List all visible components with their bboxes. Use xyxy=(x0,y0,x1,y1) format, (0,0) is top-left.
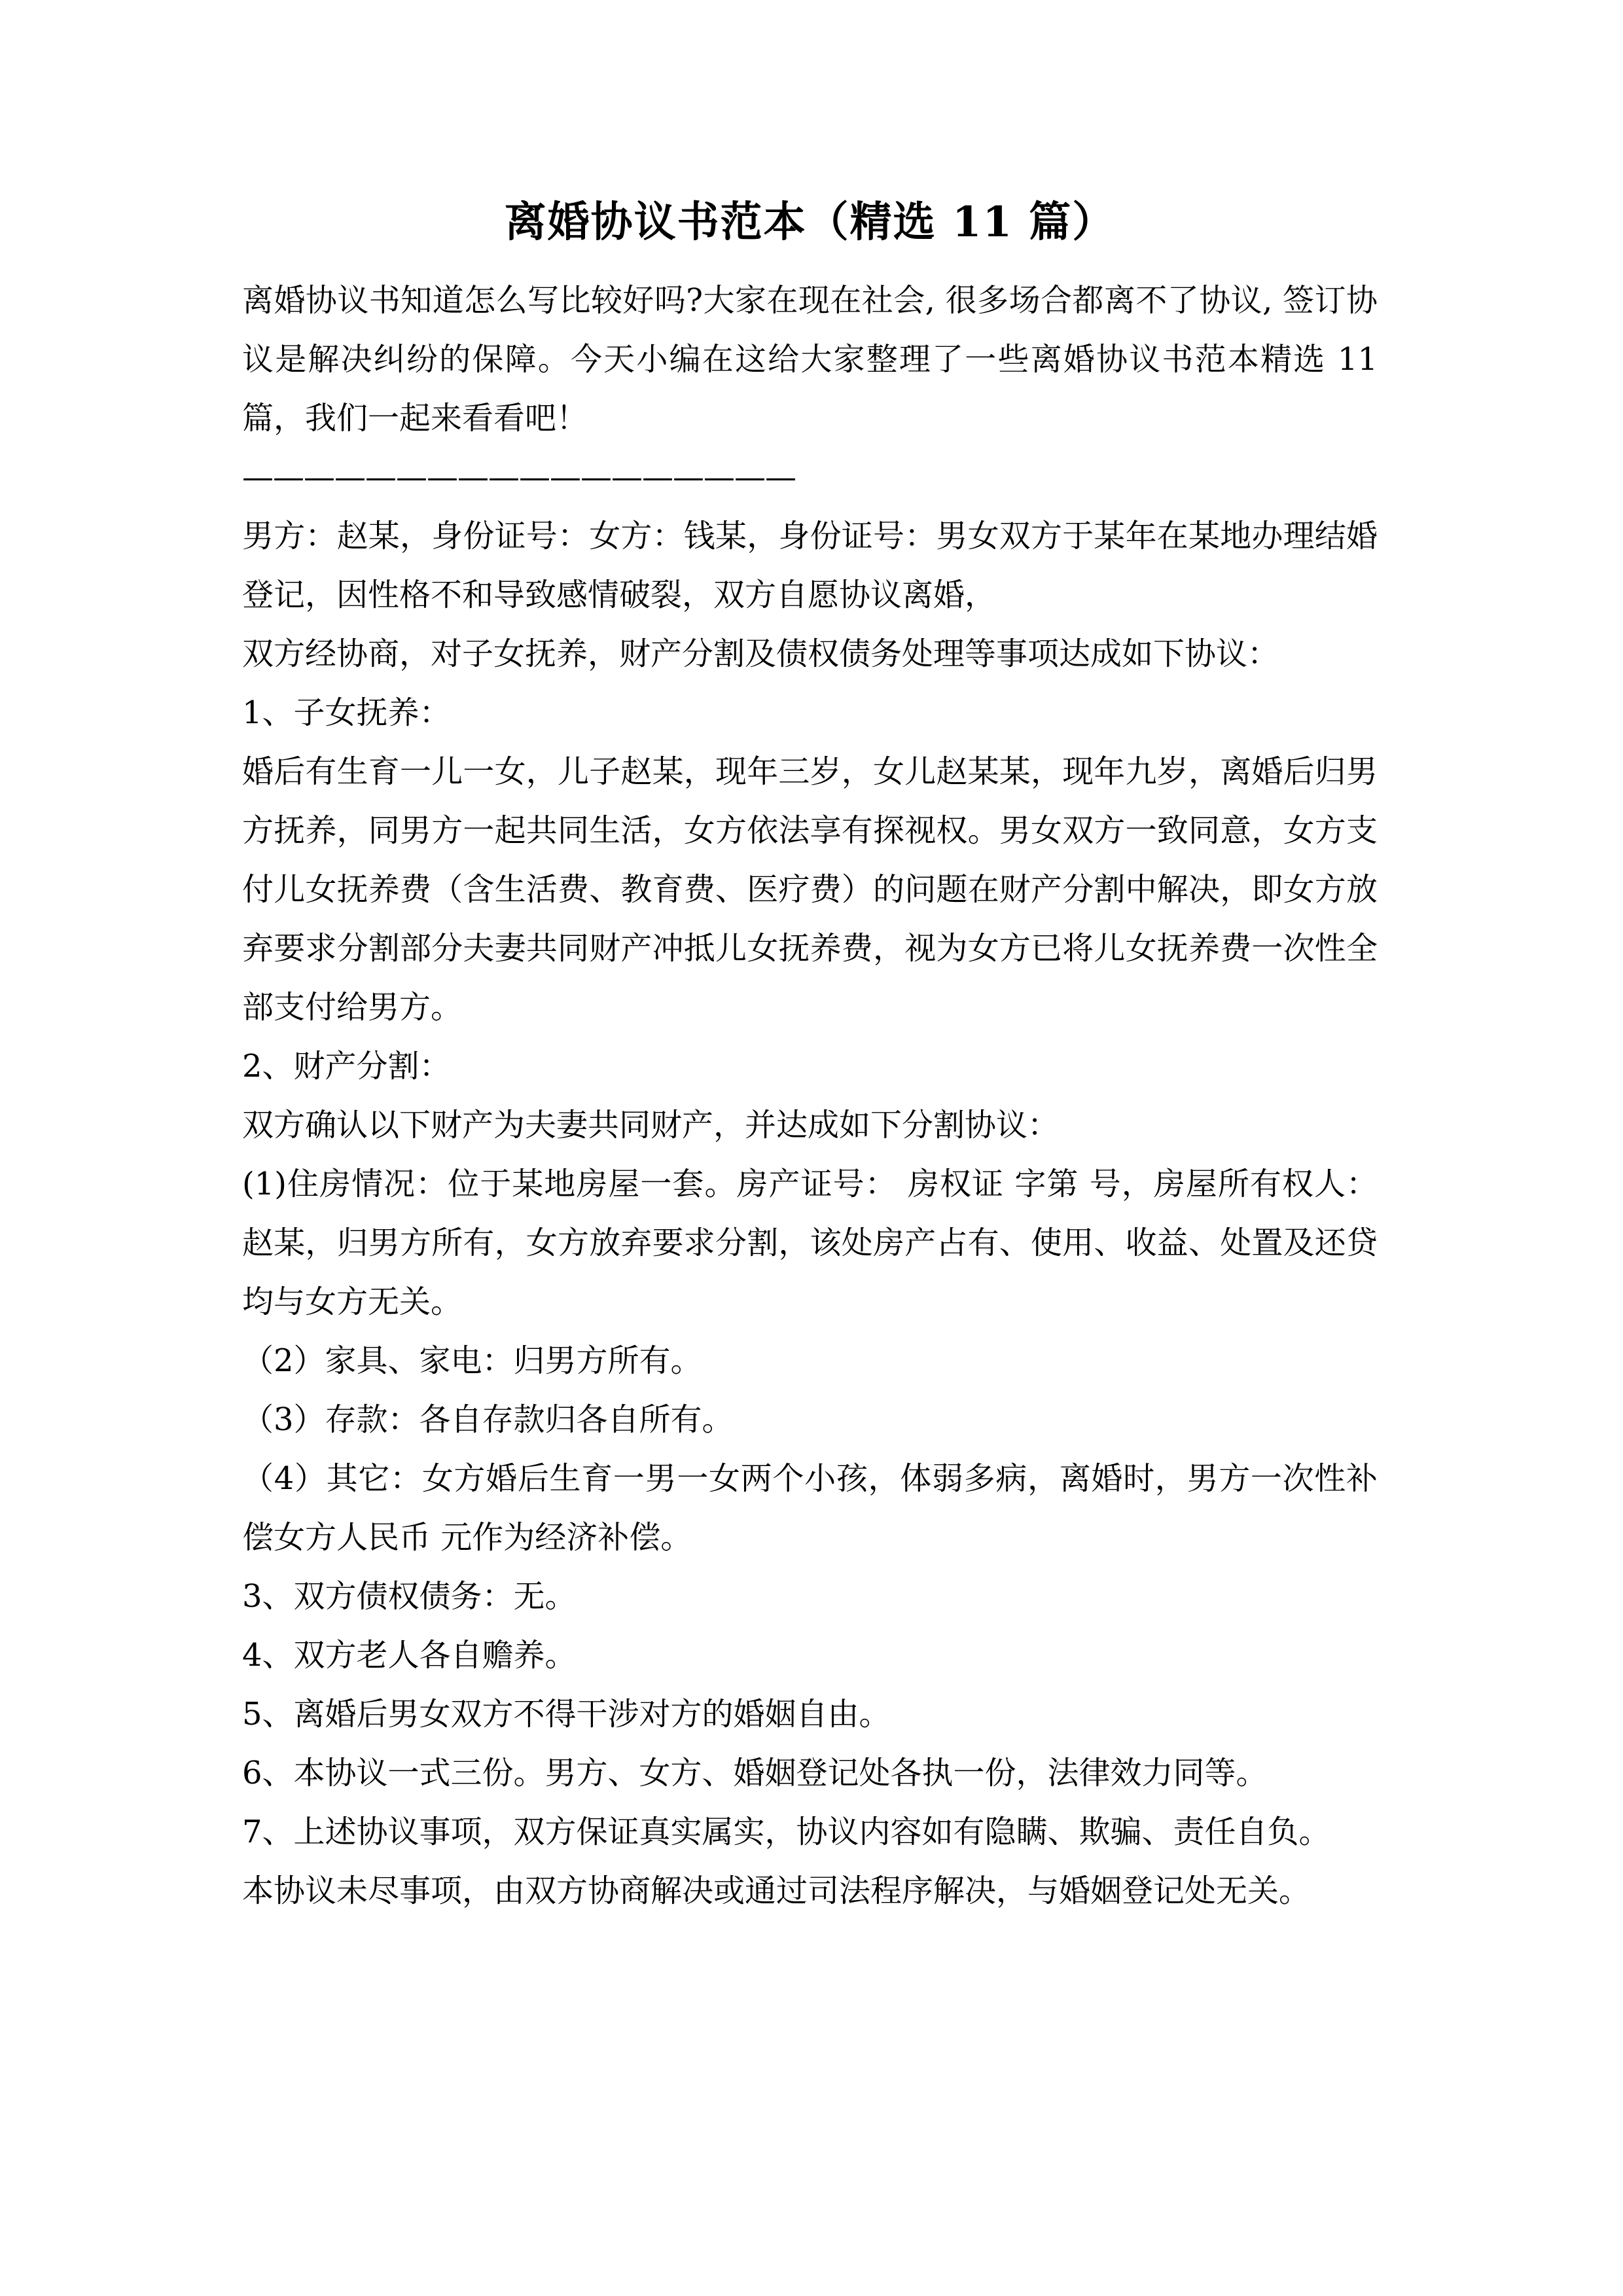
paragraph-item-2-2-furniture: （2）家具、家电：归男方所有。 xyxy=(242,1342,702,1379)
paragraph-item-2-body: 双方确认以下财产为夫妻共同财产，并达成如下分割协议： xyxy=(242,1107,1060,1143)
paragraph-item-2-3-deposits: （3）存款：各自存款归各自所有。 xyxy=(242,1401,734,1438)
paragraph-item-2-1-housing: (1)住房情况：位于某地房屋一套。房产证号： 房权证 字第 号，房屋所有权人：赵某，归男方所有，女方放弃要求分割，该处房产占有、使用、收益、处置及还贷均与女方无关。 xyxy=(242,1166,1378,1320)
paragraph-item-3-debts: 3、双方债权债务：无。 xyxy=(242,1578,577,1615)
paragraph-item-6-copies: 6、本协议一式三份。男方、女方、婚姻登记处各执一份，法律效力同等。 xyxy=(242,1755,1268,1791)
paragraph-item-7-truthful: 7、上述协议事项，双方保证真实属实，协议内容如有隐瞒、欺骗、责任自负。 xyxy=(242,1814,1330,1850)
paragraph-item-2-4-other: （4）其它：女方婚后生育一男一女两个小孩，体弱多病，离婚时，男方一次性补偿女方人民币 元作为经济补偿。 xyxy=(242,1460,1378,1556)
paragraph-item-1-heading: 1、子女抚养： xyxy=(242,694,451,731)
paragraph-item-4-elders: 4、双方老人各自赡养。 xyxy=(242,1637,577,1674)
paragraph-closing: 本协议未尽事项，由双方协商解决或通过司法程序解决，与婚姻登记处无关。 xyxy=(242,1873,1311,1909)
paragraph-item-5-freedom: 5、离婚后男女双方不得干涉对方的婚姻自由。 xyxy=(242,1696,891,1732)
page-title: 离婚协议书范本（精选 11 篇） xyxy=(504,198,1116,247)
agreement-body xyxy=(242,507,1378,1920)
paragraph-parties: 男方：赵某，身份证号：女方：钱某，身份证号：男女双方于某年在某地办理结婚登记，因性格不和导致感情破裂，双方自愿协议离婚， xyxy=(242,518,1378,613)
paragraph-item-2-heading: 2、财产分割： xyxy=(242,1048,451,1085)
paragraph-item-1-body: 婚后有生育一儿一女，儿子赵某，现年三岁，女儿赵某某，现年九岁，离婚后归男方抚养，同男方一起共同生活，女方依法享有探视权。男女双方一致同意，女方支付儿女抚养费（含生活费、教育费、医疗费）的问题在财产分割中解决，即女方放弃要求分割部分夫妻共同财产冲抵儿女抚养费，视为女方已将儿女抚养费一次性全部支付给男方。 xyxy=(242,753,1378,1026)
section-divider: —————————————————— xyxy=(242,459,796,495)
paragraph-agreement-scope: 双方经协商，对子女抚养，财产分割及债权债务处理等事项达成如下协议： xyxy=(242,636,1279,672)
intro-paragraph: 离婚协议书知道怎么写比较好吗?大家在现在社会, 很多场合都离不了协议, 签订协议是解决纠纷的保障。今天小编在这给大家整理了一些离婚协议书范本精选 11 篇，我们一起来看看吧！ xyxy=(242,282,1388,437)
